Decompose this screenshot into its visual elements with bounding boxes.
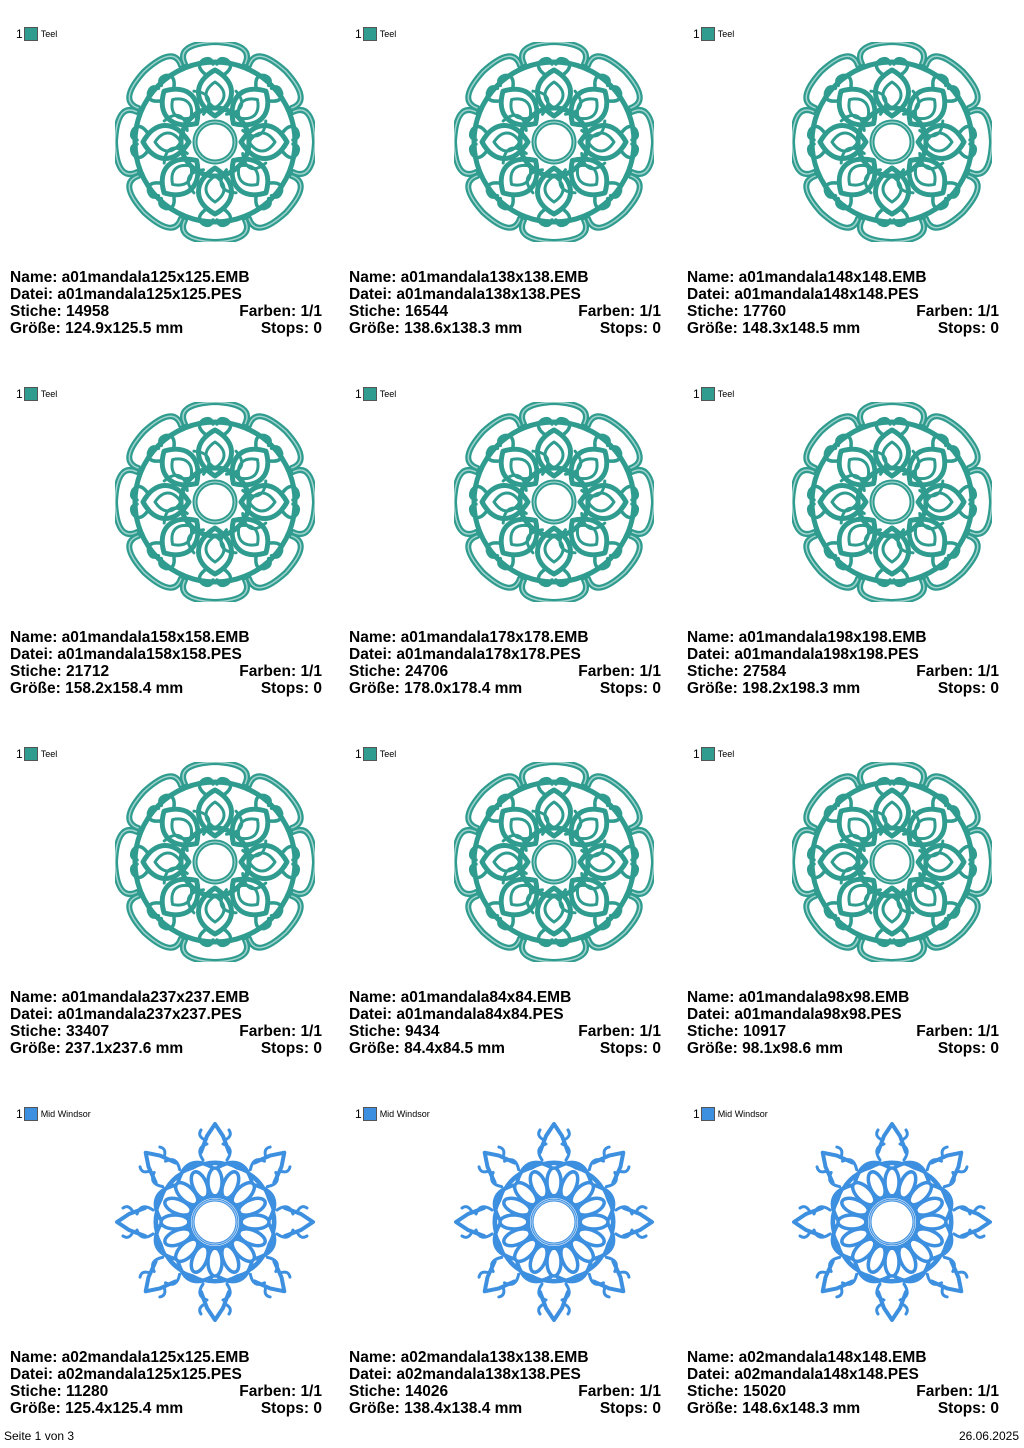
thread-swatch — [701, 747, 715, 761]
file-row — [687, 1006, 999, 1023]
stitches-row — [349, 303, 661, 320]
thread-swatch — [363, 1107, 377, 1121]
mandala-a01-icon — [115, 402, 315, 602]
file-text: Datei: a02mandala138x138.PES — [349, 1366, 581, 1383]
name-row — [349, 989, 661, 1006]
design-card — [349, 360, 689, 720]
stops-text: Stops: 0 — [260, 1040, 322, 1057]
file-row — [10, 1006, 322, 1023]
size-text: Größe: 237.1x237.6 mm — [10, 1040, 184, 1057]
design-info — [349, 269, 661, 337]
design-info — [687, 629, 999, 697]
design-info — [687, 989, 999, 1057]
design-info — [10, 989, 322, 1057]
stitches-text: Stiche: 16544 — [349, 303, 449, 320]
mandala-a02-icon — [454, 1122, 654, 1322]
thread-chip — [16, 387, 57, 401]
thread-number: 1 — [693, 27, 700, 41]
stops-text: Stops: 0 — [599, 320, 661, 337]
size-text: Größe: 138.6x138.3 mm — [349, 320, 523, 337]
design-info — [687, 269, 999, 337]
thread-name: Teel — [717, 29, 735, 39]
file-row — [349, 286, 661, 303]
thread-number: 1 — [693, 1107, 700, 1121]
name-text: Name: a01mandala148x148.EMB — [687, 269, 927, 286]
stitches-row — [349, 1383, 661, 1400]
thread-number: 1 — [16, 387, 23, 401]
thread-swatch — [24, 387, 38, 401]
print-date: 26.06.2025 — [958, 1429, 1019, 1443]
size-row — [10, 320, 322, 337]
size-row — [687, 1040, 999, 1057]
thread-name: Teel — [379, 29, 397, 39]
file-text: Datei: a01mandala158x158.PES — [10, 646, 242, 663]
name-text: Name: a01mandala158x158.EMB — [10, 629, 250, 646]
mandala-a01-icon — [454, 402, 654, 602]
design-card — [687, 720, 1024, 1080]
stops-text: Stops: 0 — [599, 1040, 661, 1057]
design-info — [349, 629, 661, 697]
thread-swatch — [701, 387, 715, 401]
file-row — [687, 646, 999, 663]
stitches-text: Stiche: 14026 — [349, 1383, 449, 1400]
colors-text: Farben: 1/1 — [239, 1023, 322, 1040]
file-text: Datei: a01mandala125x125.PES — [10, 286, 242, 303]
stops-text: Stops: 0 — [260, 320, 322, 337]
thread-name: Mid Windsor — [717, 1109, 768, 1119]
file-text: Datei: a01mandala138x138.PES — [349, 286, 581, 303]
stitches-row — [687, 303, 999, 320]
file-row — [10, 646, 322, 663]
name-row — [10, 989, 322, 1006]
name-row — [10, 629, 322, 646]
mandala-a01-icon — [115, 762, 315, 962]
size-text: Größe: 98.1x98.6 mm — [687, 1040, 843, 1057]
size-text: Größe: 178.0x178.4 mm — [349, 680, 523, 697]
size-row — [349, 1040, 661, 1057]
name-text: Name: a01mandala198x198.EMB — [687, 629, 927, 646]
file-row — [10, 1366, 322, 1383]
thread-name: Teel — [379, 749, 397, 759]
design-card — [687, 360, 1024, 720]
name-text: Name: a01mandala237x237.EMB — [10, 989, 250, 1006]
size-text: Größe: 158.2x158.4 mm — [10, 680, 184, 697]
colors-text: Farben: 1/1 — [578, 1383, 661, 1400]
size-text: Größe: 198.2x198.3 mm — [687, 680, 861, 697]
stitches-text: Stiche: 11280 — [10, 1383, 109, 1400]
name-text: Name: a01mandala138x138.EMB — [349, 269, 589, 286]
thread-chip — [355, 27, 396, 41]
design-info — [687, 1349, 999, 1417]
thread-swatch — [24, 27, 38, 41]
thread-name: Teel — [717, 749, 735, 759]
size-text: Größe: 148.6x148.3 mm — [687, 1400, 861, 1417]
stops-text: Stops: 0 — [260, 680, 322, 697]
mandala-a01-icon — [115, 42, 315, 242]
mandala-a01-icon — [792, 762, 992, 962]
file-text: Datei: a01mandala178x178.PES — [349, 646, 581, 663]
design-info — [349, 989, 661, 1057]
stitches-row — [687, 1023, 999, 1040]
size-row — [349, 1400, 661, 1417]
mandala-a01-icon — [792, 402, 992, 602]
stops-text: Stops: 0 — [599, 1400, 661, 1417]
name-row — [687, 1349, 999, 1366]
thread-chip — [16, 27, 57, 41]
thread-name: Teel — [40, 749, 58, 759]
stitches-row — [687, 663, 999, 680]
thread-number: 1 — [355, 27, 362, 41]
name-text: Name: a01mandala98x98.EMB — [687, 989, 910, 1006]
thread-swatch — [701, 1107, 715, 1121]
design-card — [349, 0, 689, 360]
thread-chip — [355, 1107, 430, 1121]
stitches-text: Stiche: 10917 — [687, 1023, 787, 1040]
stops-text: Stops: 0 — [937, 320, 999, 337]
stitches-text: Stiche: 21712 — [10, 663, 110, 680]
design-card — [349, 1080, 689, 1440]
stitches-row — [10, 663, 322, 680]
stitches-text: Stiche: 15020 — [687, 1383, 787, 1400]
file-row — [349, 1366, 661, 1383]
thread-swatch — [363, 27, 377, 41]
size-row — [687, 1400, 999, 1417]
stops-text: Stops: 0 — [937, 680, 999, 697]
name-row — [349, 269, 661, 286]
colors-text: Farben: 1/1 — [916, 303, 999, 320]
file-text: Datei: a01mandala98x98.PES — [687, 1006, 902, 1023]
name-text: Name: a01mandala84x84.EMB — [349, 989, 572, 1006]
size-text: Größe: 138.4x138.4 mm — [349, 1400, 523, 1417]
file-text: Datei: a01mandala148x148.PES — [687, 286, 919, 303]
size-text: Größe: 125.4x125.4 mm — [10, 1400, 184, 1417]
size-text: Größe: 148.3x148.5 mm — [687, 320, 861, 337]
size-row — [10, 680, 322, 697]
file-row — [10, 286, 322, 303]
file-text: Datei: a02mandala125x125.PES — [10, 1366, 242, 1383]
file-text: Datei: a01mandala198x198.PES — [687, 646, 919, 663]
file-text: Datei: a01mandala237x237.PES — [10, 1006, 242, 1023]
design-card — [10, 0, 350, 360]
thread-number: 1 — [693, 747, 700, 761]
design-info — [10, 629, 322, 697]
thread-name: Teel — [379, 389, 397, 399]
colors-text: Farben: 1/1 — [239, 303, 322, 320]
colors-text: Farben: 1/1 — [916, 663, 999, 680]
design-card — [687, 0, 1024, 360]
name-row — [10, 1349, 322, 1366]
name-text: Name: a02mandala138x138.EMB — [349, 1349, 589, 1366]
thread-name: Teel — [717, 389, 735, 399]
stitches-text: Stiche: 24706 — [349, 663, 449, 680]
name-text: Name: a02mandala148x148.EMB — [687, 1349, 927, 1366]
thread-chip — [16, 1107, 91, 1121]
stops-text: Stops: 0 — [937, 1400, 999, 1417]
design-card — [349, 720, 689, 1080]
thread-number: 1 — [355, 747, 362, 761]
thread-chip — [693, 1107, 768, 1121]
size-row — [687, 680, 999, 697]
size-row — [349, 680, 661, 697]
stitches-text: Stiche: 33407 — [10, 1023, 110, 1040]
stitches-text: Stiche: 17760 — [687, 303, 787, 320]
thread-swatch — [363, 387, 377, 401]
design-info — [10, 269, 322, 337]
stops-text: Stops: 0 — [599, 680, 661, 697]
stitches-text: Stiche: 14958 — [10, 303, 110, 320]
thread-name: Teel — [40, 29, 58, 39]
thread-name: Mid Windsor — [379, 1109, 430, 1119]
name-row — [349, 629, 661, 646]
size-row — [10, 1400, 322, 1417]
thread-number: 1 — [355, 1107, 362, 1121]
stitches-text: Stiche: 9434 — [349, 1023, 440, 1040]
size-text: Größe: 124.9x125.5 mm — [10, 320, 184, 337]
mandala-a02-icon — [115, 1122, 315, 1322]
thread-number: 1 — [16, 27, 23, 41]
mandala-a01-icon — [454, 42, 654, 242]
stops-text: Stops: 0 — [937, 1040, 999, 1057]
name-row — [687, 629, 999, 646]
name-text: Name: a02mandala125x125.EMB — [10, 1349, 250, 1366]
thread-swatch — [24, 747, 38, 761]
design-info — [349, 1349, 661, 1417]
file-row — [687, 286, 999, 303]
stops-text: Stops: 0 — [260, 1400, 322, 1417]
thread-name: Mid Windsor — [40, 1109, 91, 1119]
colors-text: Farben: 1/1 — [578, 663, 661, 680]
page-number: Seite 1 von 3 — [4, 1429, 75, 1443]
thread-chip — [355, 747, 396, 761]
file-text: Datei: a02mandala148x148.PES — [687, 1366, 919, 1383]
design-card — [10, 720, 350, 1080]
file-row — [687, 1366, 999, 1383]
thread-chip — [693, 27, 734, 41]
stitches-row — [10, 303, 322, 320]
file-row — [349, 646, 661, 663]
thread-name: Teel — [40, 389, 58, 399]
mandala-a02-icon — [792, 1122, 992, 1322]
design-card — [10, 360, 350, 720]
file-row — [349, 1006, 661, 1023]
design-card — [10, 1080, 350, 1440]
thread-chip — [355, 387, 396, 401]
thread-number: 1 — [16, 1107, 23, 1121]
colors-text: Farben: 1/1 — [239, 663, 322, 680]
design-info — [10, 1349, 322, 1417]
stitches-row — [349, 1023, 661, 1040]
name-row — [10, 269, 322, 286]
thread-number: 1 — [355, 387, 362, 401]
colors-text: Farben: 1/1 — [239, 1383, 322, 1400]
design-card — [687, 1080, 1024, 1440]
mandala-a01-icon — [792, 42, 992, 242]
name-row — [687, 989, 999, 1006]
stitches-text: Stiche: 27584 — [687, 663, 787, 680]
thread-swatch — [363, 747, 377, 761]
colors-text: Farben: 1/1 — [578, 1023, 661, 1040]
colors-text: Farben: 1/1 — [916, 1023, 999, 1040]
size-row — [349, 320, 661, 337]
size-row — [687, 320, 999, 337]
name-text: Name: a01mandala125x125.EMB — [10, 269, 250, 286]
thread-swatch — [701, 27, 715, 41]
size-row — [10, 1040, 322, 1057]
stitches-row — [349, 663, 661, 680]
name-row — [687, 269, 999, 286]
file-text: Datei: a01mandala84x84.PES — [349, 1006, 564, 1023]
name-row — [349, 1349, 661, 1366]
colors-text: Farben: 1/1 — [916, 1383, 999, 1400]
thread-chip — [16, 747, 57, 761]
stitches-row — [10, 1383, 322, 1400]
name-text: Name: a01mandala178x178.EMB — [349, 629, 589, 646]
stitches-row — [10, 1023, 322, 1040]
size-text: Größe: 84.4x84.5 mm — [349, 1040, 505, 1057]
thread-chip — [693, 387, 734, 401]
thread-number: 1 — [16, 747, 23, 761]
stitches-row — [687, 1383, 999, 1400]
thread-swatch — [24, 1107, 38, 1121]
mandala-a01-icon — [454, 762, 654, 962]
thread-chip — [693, 747, 734, 761]
colors-text: Farben: 1/1 — [578, 303, 661, 320]
thread-number: 1 — [693, 387, 700, 401]
